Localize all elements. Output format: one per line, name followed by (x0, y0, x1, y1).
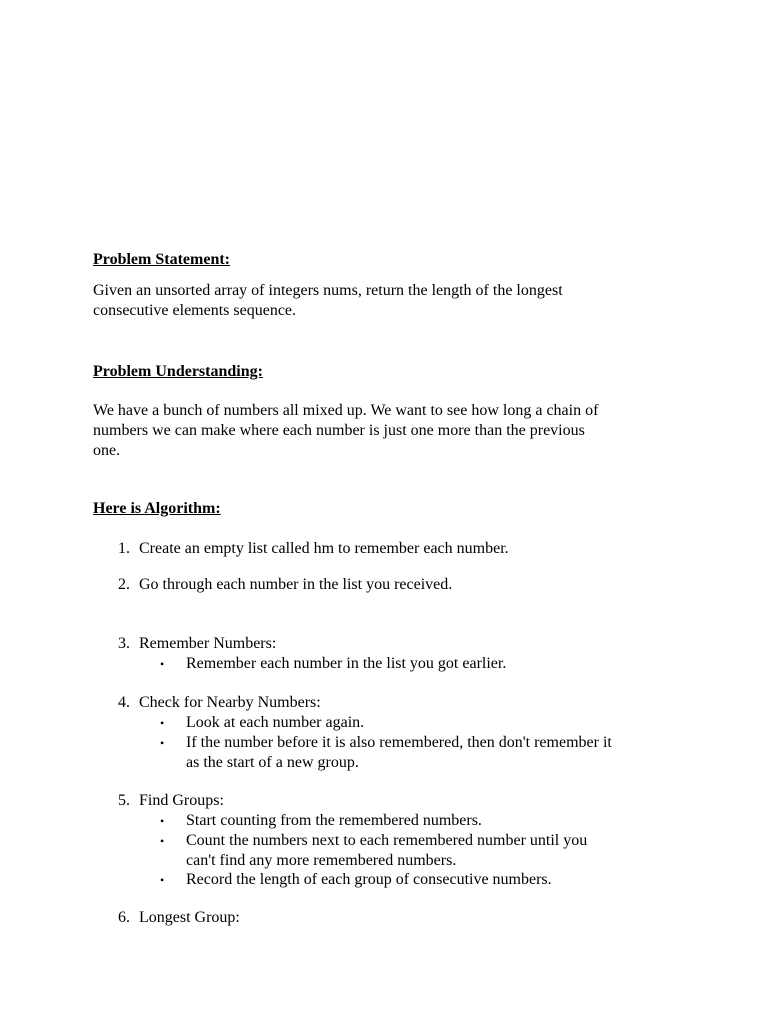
bullet-text: If the number before it is also remembered, then don't remember it (186, 734, 612, 751)
problem-understanding-heading: Problem Understanding: (93, 363, 263, 380)
step-number: 6. (118, 909, 130, 926)
problem-statement-heading: Problem Statement: (93, 251, 230, 268)
bullet-marker: • (160, 814, 165, 828)
bullet-marker: • (160, 736, 165, 750)
algorithm-heading: Here is Algorithm: (93, 500, 221, 517)
step-number: 2. (118, 576, 130, 593)
step-text: Create an empty list called hm to remember each number. (139, 540, 509, 557)
step-text: Check for Nearby Numbers: (139, 694, 321, 711)
problem-understanding-line: numbers we can make where each number is just one more than the previous (93, 422, 585, 439)
step-number: 4. (118, 694, 130, 711)
step-number: 3. (118, 635, 130, 652)
step-number: 5. (118, 792, 130, 809)
bullet-marker: • (160, 716, 165, 730)
step-text: Longest Group: (139, 909, 240, 926)
step-text: Find Groups: (139, 792, 224, 809)
bullet-text-continuation: as the start of a new group. (186, 754, 359, 771)
bullet-text: Start counting from the remembered numbers. (186, 812, 482, 829)
step-text: Remember Numbers: (139, 635, 277, 652)
bullet-marker: • (160, 834, 165, 848)
step-text: Go through each number in the list you received. (139, 576, 453, 593)
bullet-text: Record the length of each group of consecutive numbers. (186, 871, 552, 888)
bullet-text-continuation: can't find any more remembered numbers. (186, 852, 457, 869)
bullet-marker: • (160, 873, 165, 887)
bullet-text: Look at each number again. (186, 714, 365, 731)
bullet-marker: • (160, 657, 165, 671)
step-number: 1. (118, 540, 130, 557)
bullet-text: Remember each number in the list you got earlier. (186, 655, 507, 672)
bullet-text: Count the numbers next to each remembered number until you (186, 832, 588, 849)
problem-understanding-line: We have a bunch of numbers all mixed up. We want to see how long a chain of (93, 402, 599, 419)
problem-statement-line: consecutive elements sequence. (93, 302, 297, 319)
problem-statement-line: Given an unsorted array of integers nums, return the length of the longest (93, 282, 563, 299)
problem-understanding-line: one. (93, 442, 121, 459)
